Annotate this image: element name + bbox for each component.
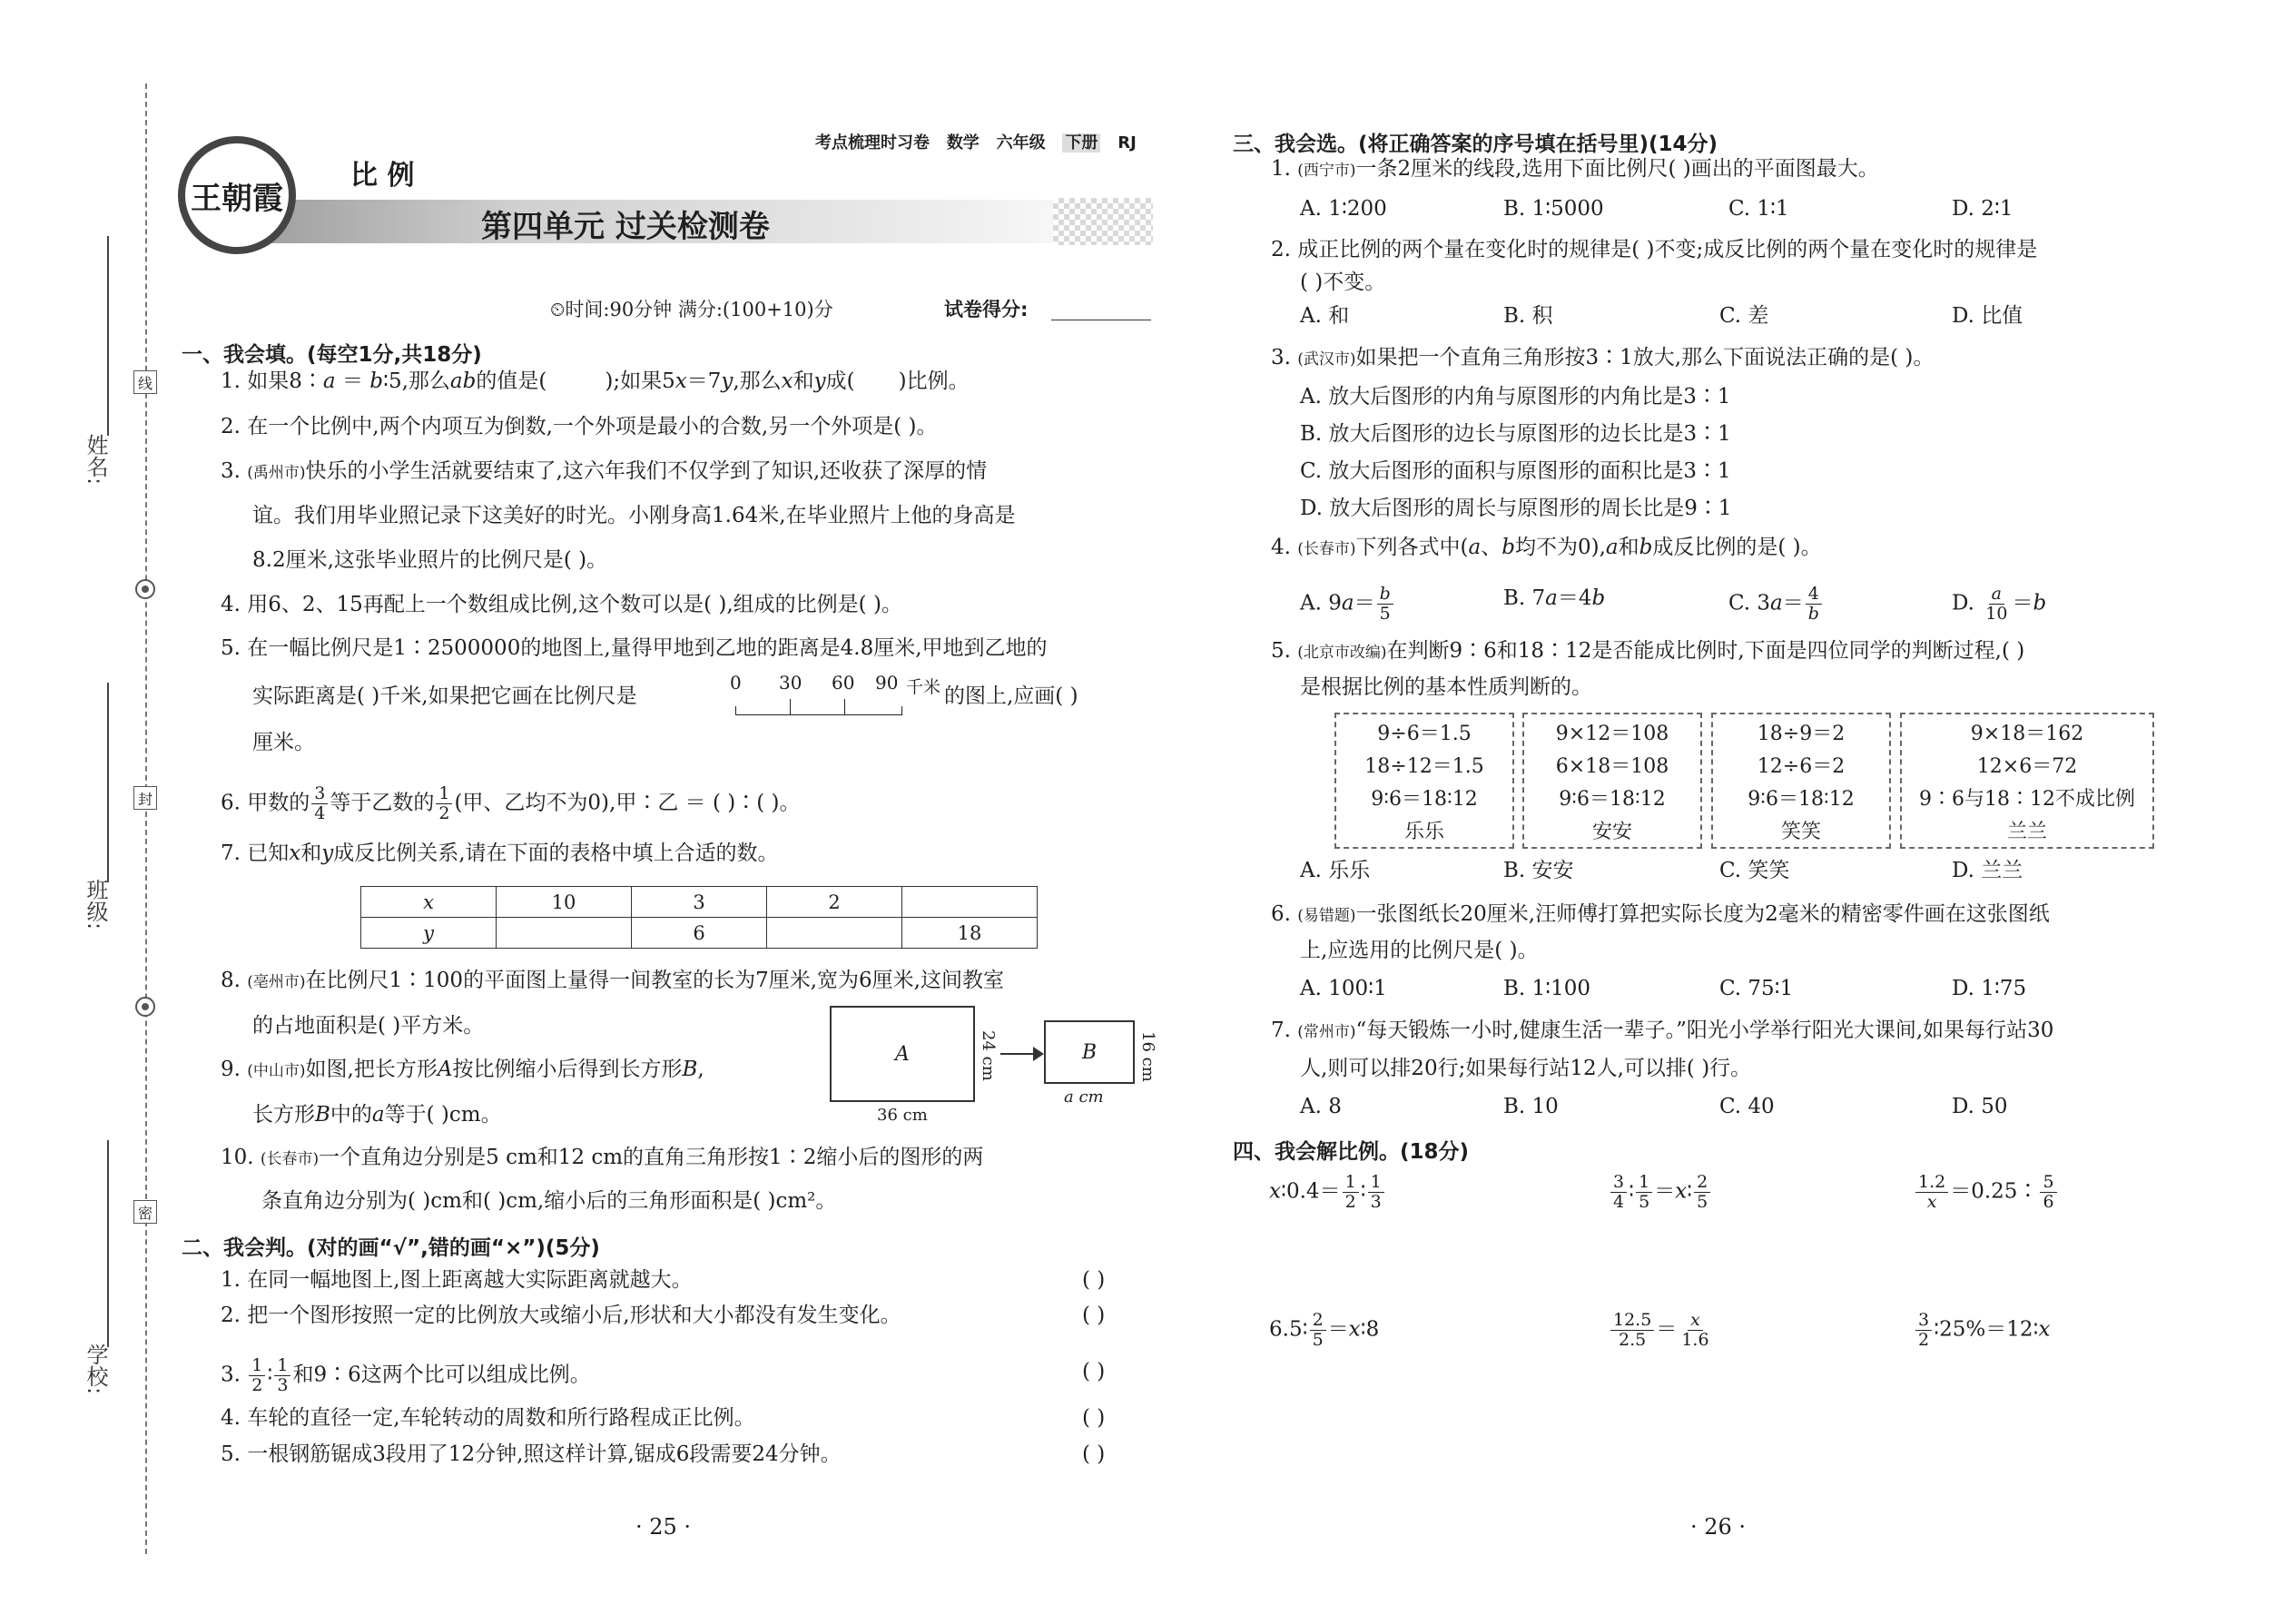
page-title: 第四单元 过关检测卷 xyxy=(481,209,770,245)
judge-paren[interactable]: ( ) xyxy=(1082,1406,1106,1430)
section1-heading: 一、我会填。(每空1分,共18分) xyxy=(182,343,482,367)
option: A. 8 xyxy=(1300,1095,1342,1118)
option: D. 兰兰 xyxy=(1952,859,2023,882)
s3-q5-line1: 5. (北京市改编)在判断9∶6和18∶12是否能成比例时,下面是四位同学的判断过程,( ) xyxy=(1271,639,2025,663)
option: D. 50 xyxy=(1952,1095,2008,1118)
judge-paren[interactable]: ( ) xyxy=(1082,1360,1106,1383)
scale-tick xyxy=(844,699,845,715)
s3-q7-line1: 7. (常州市)“每天锻炼一小时,健康生活一辈子。”阳光小学举行阳光大课间,如果每行站30 xyxy=(1271,1019,2054,1042)
table-cell: 10 xyxy=(497,887,632,918)
option: B. 放大后图形的边长与原图形的边长比是3∶1 xyxy=(1300,422,1731,446)
card-line: 9∶6＝18∶12 xyxy=(1748,788,1855,811)
page-number-right: · 26 · xyxy=(1690,1514,1747,1540)
option: C. 差 xyxy=(1719,304,1769,328)
rect-b-width: a cm xyxy=(1064,1088,1104,1107)
s1-q7: 7. 已知x和y成反比例关系,请在下面的表格中填上合适的数。 xyxy=(221,842,779,865)
card-student-name: 安安 xyxy=(1591,821,1632,843)
option-b: B. 7a＝4b xyxy=(1503,586,1606,610)
card-line: 9∶6与18∶12不成比例 xyxy=(1919,788,2135,811)
s1-q5-line3: 厘米。 xyxy=(252,731,315,754)
s3-q5-line2: 是根据比例的基本性质判断的。 xyxy=(1300,675,1592,699)
s1-q5-line2b: 的图上,应画( ) xyxy=(944,684,1078,708)
rectangle-a: A xyxy=(830,1006,975,1102)
s2-item: 1. 在同一幅地图上,图上距离越大实际距离就越大。 xyxy=(221,1268,693,1292)
table-row-x xyxy=(361,887,1038,918)
rect-b-height: 16 cm xyxy=(1138,1031,1157,1082)
s1-q3-line3: 8.2厘米,这张毕业照片的比例尺是( )。 xyxy=(252,548,608,572)
rect-a-height: 24 cm xyxy=(979,1030,998,1081)
name-label: 姓名: xyxy=(83,434,108,486)
option: C. 放大后图形的面积与原图形的面积比是3∶1 xyxy=(1300,459,1731,483)
card-student-name: 兰兰 xyxy=(2006,821,2047,843)
s1-q8-line1: 8. (亳州市)在比例尺1∶100的平面图上量得一间教室的长为7厘米,宽为6厘米,这间教室 xyxy=(221,969,1004,992)
name-blank xyxy=(107,236,109,436)
table-cell: 6 xyxy=(632,918,767,949)
school-label: 学校: xyxy=(83,1343,108,1395)
scale-tick-label: 60 xyxy=(832,672,855,694)
proportion-equation: 6.5∶ $\frac{2}{5}$ ＝x∶8 xyxy=(1269,1310,1380,1350)
s3-q7-line2: 人,则可以排20行;如果每行站12人,可以排( )行。 xyxy=(1300,1057,1752,1080)
s1-q3-line2: 谊。我们用毕业照记录下这美好的时光。小刚身高1.64米,在毕业照片上他的身高是 xyxy=(252,504,1016,527)
judge-paren[interactable]: ( ) xyxy=(1082,1268,1106,1292)
table-cell: 3 xyxy=(632,887,767,918)
scale-unit: 千米 xyxy=(906,677,941,697)
s2-item: 5. 一根钢筋锯成3段用了12分钟,照这样计算,锯成6段需要24分钟。 xyxy=(221,1442,842,1466)
s3-q4: 4. (长春市)下列各式中(a、b均不为0),a和b成反比例的是( )。 xyxy=(1271,536,1822,559)
option-a: A. 9a＝ $\frac{b}{5}$ xyxy=(1300,585,1395,624)
scale-bar xyxy=(730,672,902,717)
s1-q8-line2: 的占地面积是( )平方米。 xyxy=(252,1014,485,1038)
student-card-lanlan xyxy=(1900,713,2154,849)
table-cell[interactable] xyxy=(767,918,902,949)
s2-item: 3. $\frac{1}{2}$ ∶ $\frac{1}{3}$ 和9∶6这两个比可以组成比例。 xyxy=(221,1355,591,1395)
table-cell: 18 xyxy=(902,918,1038,949)
card-line: 18÷12＝1.5 xyxy=(1364,755,1484,778)
option: C. 75∶1 xyxy=(1719,977,1794,1000)
s1-q3-line1: 3. (禹州市)快乐的小学生活就要结束了,这六年我们不仅学到了知识,还收获了深厚的情 xyxy=(221,459,988,483)
header-series: 考点梳理时习卷 数学 六年级 下册 RJ xyxy=(815,133,1137,153)
section4-heading: 四、我会解比例。(18分) xyxy=(1233,1140,1470,1164)
option: C. 1∶1 xyxy=(1728,197,1789,221)
binding-hole xyxy=(135,579,155,599)
option: B. 10 xyxy=(1503,1095,1559,1118)
s2-item: 2. 把一个图形按照一定的比例放大或缩小后,形状和大小都没有发生变化。 xyxy=(221,1304,901,1327)
card-line: 9×18＝162 xyxy=(1970,723,2084,745)
option: C. 40 xyxy=(1719,1095,1775,1118)
card-student-name: 乐乐 xyxy=(1403,821,1444,843)
option: B. 1∶100 xyxy=(1503,977,1591,1000)
s3-q6-line2: 上,应选用的比例尺是( )。 xyxy=(1300,939,1539,962)
arrow-shaft xyxy=(1000,1053,1037,1055)
s3-q6-line1: 6. (易错题)一张图纸长20厘米,汪师傅打算把实际长度为2毫米的精密零件画在这张图纸 xyxy=(1271,902,2050,926)
option: B. 安安 xyxy=(1503,859,1574,882)
proportion-equation: $\frac{3}{2}$ ∶25%＝12∶x xyxy=(1914,1311,2050,1350)
seal-tag-xian: 线 xyxy=(133,370,157,394)
brand-logo xyxy=(178,136,296,254)
table-cell[interactable] xyxy=(902,887,1038,918)
proportion-equation: $\frac{1.2}{x}$ ＝0.25∶ $\frac{5}{6}$ xyxy=(1914,1173,2059,1212)
exam-meta: ⏲时间:90分钟 满分:(100+10)分 xyxy=(550,299,833,320)
s2-item: 4. 车轮的直径一定,车轮转动的周数和所行路程成正比例。 xyxy=(221,1406,755,1430)
s1-q1: 1. 如果8∶a ＝ b∶5,那么ab的值是( );如果5x＝7y,那么x和y成( )比例。 xyxy=(221,369,970,393)
scale-line xyxy=(735,706,902,715)
class-label: 班级: xyxy=(83,879,108,930)
logo-text: 王朝霞 xyxy=(191,180,283,217)
option: B. 积 xyxy=(1503,304,1553,328)
s1-q5-line1: 5. 在一幅比例尺是1∶2500000的地图上,量得甲地到乙地的距离是4.8厘米,甲地到乙地的 xyxy=(221,636,1048,660)
card-line: 9∶6＝18∶12 xyxy=(1371,788,1478,811)
option: A. 100∶1 xyxy=(1300,977,1387,1000)
page-number-left: · 25 · xyxy=(635,1514,692,1540)
table-cell: y xyxy=(361,918,497,949)
s1-q10-line2: 条直角边分别为( )cm和( )cm,缩小后的三角形面积是( )cm²。 xyxy=(261,1189,837,1213)
card-student-name: 笑笑 xyxy=(1780,821,1821,843)
option: C. 笑笑 xyxy=(1719,859,1790,882)
option: D. 1∶75 xyxy=(1952,977,2027,1000)
option: A. 乐乐 xyxy=(1300,859,1371,882)
table-cell[interactable] xyxy=(497,918,632,949)
option: A. 1∶200 xyxy=(1300,197,1387,221)
s1-q6: 6. 甲数的 $\frac{3}{4}$ 等于乙数的 $\frac{1}{2}$ (甲、乙均不为0),甲∶乙 ＝ ( )∶( )。 xyxy=(221,783,801,823)
seal-tag-feng: 封 xyxy=(133,786,157,810)
s1-q9-line2: 长方形B中的a等于( )cm。 xyxy=(252,1103,502,1127)
table-row-y xyxy=(361,918,1038,949)
s1-q10-line1: 10. (长春市)一个直角边分别是5 cm和12 cm的直角三角形按1∶2缩小后的图形的两 xyxy=(221,1146,984,1169)
rectangle-b: B xyxy=(1044,1020,1135,1084)
table-cell: x xyxy=(361,887,497,918)
card-line: 9÷6＝1.5 xyxy=(1377,723,1472,745)
scale-tick-label: 90 xyxy=(875,672,899,694)
option: B. 1∶5000 xyxy=(1503,197,1604,221)
proportion-equation: x∶0.4＝ $\frac{1}{2}$ ∶ $\frac{1}{3}$ xyxy=(1269,1173,1386,1212)
binding-hole xyxy=(135,997,155,1017)
school-blank xyxy=(107,1140,109,1347)
table-cell[interactable]: 2 xyxy=(767,887,902,918)
topic-title: 比 例 xyxy=(350,160,415,192)
student-card-anan xyxy=(1522,713,1702,849)
card-line: 12÷6＝2 xyxy=(1757,755,1846,778)
option-c: C. 3a＝ $\frac{4}{b}$ xyxy=(1728,585,1824,624)
binding-dashed-line xyxy=(145,84,147,1554)
scale-tick-label: 0 xyxy=(730,672,742,694)
s1-q9-line1: 9. (中山市)如图,把长方形A按比例缩小后得到长方形B, xyxy=(221,1058,704,1081)
judge-paren[interactable]: ( ) xyxy=(1082,1304,1106,1327)
score-label: 试卷得分: xyxy=(944,299,1029,320)
inverse-proportion-table xyxy=(360,886,1038,949)
rect-a-width: 36 cm xyxy=(877,1106,928,1125)
option: D. 放大后图形的周长与原图形的周长比是9∶1 xyxy=(1300,497,1732,520)
s3-q2-line1: 2. 成正比例的两个量在变化时的规律是( )不变;成反比例的两个量在变化时的规律是 xyxy=(1271,238,2038,261)
proportion-equation: $\frac{3}{4}$ ∶ $\frac{1}{5}$ ＝x∶ $\frac{2}{5}$ xyxy=(1609,1173,1712,1212)
scale-tick xyxy=(790,699,791,715)
card-line: 12×6＝72 xyxy=(1976,755,2078,778)
card-line: 9×12＝108 xyxy=(1555,723,1669,745)
s1-q5-line2a: 实际距离是( )千米,如果把它画在比例尺是 xyxy=(252,684,637,708)
student-card-lele xyxy=(1334,713,1514,849)
s1-q4: 4. 用6、2、15再配上一个数组成比例,这个数可以是( ),组成的比例是( )。 xyxy=(221,593,902,616)
card-line: 6×18＝108 xyxy=(1555,755,1669,778)
s1-q2: 2. 在一个比例中,两个内项互为倒数,一个外项是最小的合数,另一个外项是( )。 xyxy=(221,415,938,438)
section3-heading: 三、我会选。(将正确答案的序号填在括号里)(14分) xyxy=(1233,133,1718,156)
option: A. 放大后图形的内角与原图形的内角比是3∶1 xyxy=(1300,385,1731,408)
seal-tag-mi: 密 xyxy=(133,1200,157,1224)
arrow-right-icon xyxy=(1033,1047,1044,1061)
card-line: 9∶6＝18∶12 xyxy=(1559,788,1666,811)
option-d: D. $\frac{a}{10}$ ＝b xyxy=(1952,584,2047,624)
section2-heading: 二、我会判。(对的画“√”,错的画“×”)(5分) xyxy=(182,1236,600,1260)
student-card-xiaoxiao xyxy=(1711,713,1891,849)
s3-q2-line2: ( )不变。 xyxy=(1300,271,1386,294)
judge-paren[interactable]: ( ) xyxy=(1082,1442,1106,1466)
option: D. 比值 xyxy=(1952,304,2023,328)
option: A. 和 xyxy=(1300,304,1350,328)
s3-q1: 1. (西宁市)一条2厘米的线段,选用下面比例尺( )画出的平面图最大。 xyxy=(1271,157,1879,181)
proportion-equation: $\frac{12.5}{2.5}$ ＝ $\frac{x}{1.6}$ xyxy=(1609,1311,1714,1350)
card-line: 18÷9＝2 xyxy=(1757,723,1846,745)
scale-tick-label: 30 xyxy=(779,672,802,694)
option: D. 2∶1 xyxy=(1952,197,2013,221)
s3-q3: 3. (武汉市)如果把一个直角三角形按3∶1放大,那么下面说法正确的是( )。 xyxy=(1271,346,1935,369)
class-blank xyxy=(107,683,109,882)
banner-checker-decor xyxy=(1053,198,1153,245)
